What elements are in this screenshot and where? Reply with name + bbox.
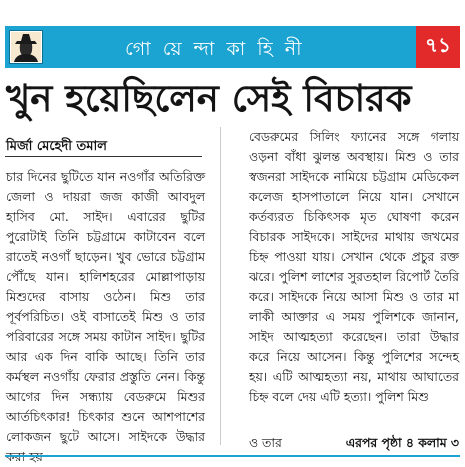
last-line-text: ও তার — [249, 435, 282, 450]
column-divider — [220, 127, 221, 445]
section-title: গো য়ে ন্দা কা হি নী — [125, 38, 305, 60]
section-logo — [9, 30, 43, 64]
byline-underline — [5, 156, 202, 157]
article-column-left: চার দিনের ছুটিতে যান নওগাঁর অতিরিক্ত জেলা ও দায়রা জজ কাজী আবদুল হাসিব মো. সাইদ। এবারের ছুটির পুরোটাই তিনি চট্টগ্রামে কাটাবেন বলে রাতেই নওগাঁ ছাড়েন। খুব ভোরে চট্টগ্রাম পৌঁছে যান। হালিশহরের মোল্লাপাড়ায় মিশুদের বাসায় ওঠেন। মিশু তার পূর্বপরিচিত। ওই বাসাতেই মিশু ও তার পরিবারের সঙ্গে সময় কাটান সাইদ। ছুটির আর এক দিন বাকি আছে। তিনি তার কর্মস্থল নওগাঁয় ফেরার প্রস্তুতি নেন। কিন্তু আগের দিন সন্ধ্যায় বেডরুমে মিশুর আর্তচিৎকার! চিৎকার শুনে আশপাশের লোকজন ছুটে আসে। সাইদকে উদ্ধার — [6, 169, 205, 444]
byline: মির্জা মেহেদী তমাল — [6, 139, 107, 154]
headline: খুন হয়েছিলেন সেই বিচারক — [6, 77, 412, 120]
continuation-line — [249, 433, 459, 453]
jump-reference[interactable]: এরপর পৃষ্ঠা ৪ কলাম ৩ — [345, 435, 459, 450]
bottom-rule — [5, 455, 460, 457]
article-column-right: বেডরুমের সিলিং ফ্যানের সঙ্গে গলায় ওড়না বাঁধা ঝুলন্ত অবস্থায়। মিশু ও তার স্বজনরা সাইদকে নামিয়ে চট্টগ্রাম মেডিকেল কলেজ হাসপাতালে নিয়ে যান। সেখানে কর্তব্যরত চিকিৎসক মৃত ঘোষণা করেন বিচারক সাইদকে। সাইদের মাথায় জখমের চিহ্ন পাওয়া যায়। সেখান থেকে প্রচুর রক্ত ঝরে। পুলিশ লাশের সুরতহাল রিপোর্ট তৈরি করে। সাইদকে নিয়ে আসা মিশু ও তার মা লাকী আক্তার এ সময় পুলিশকে জানান, সাইদ আত্মহত্যা করেছেন। তারা উদ্ধার করে নিয়ে আসেন। কিন্তু পুলিশের সন্দেহ হয়। এটি আত্মহত্যা নয়, মাথায় আঘাতের চিহ্ন বলে দেয় এটি হত্যা। পুলিশ মিশু — [249, 129, 459, 404]
page-number-badge: ৭১ — [416, 26, 460, 68]
detective-silhouette-icon — [11, 32, 41, 62]
section-banner — [5, 26, 460, 68]
